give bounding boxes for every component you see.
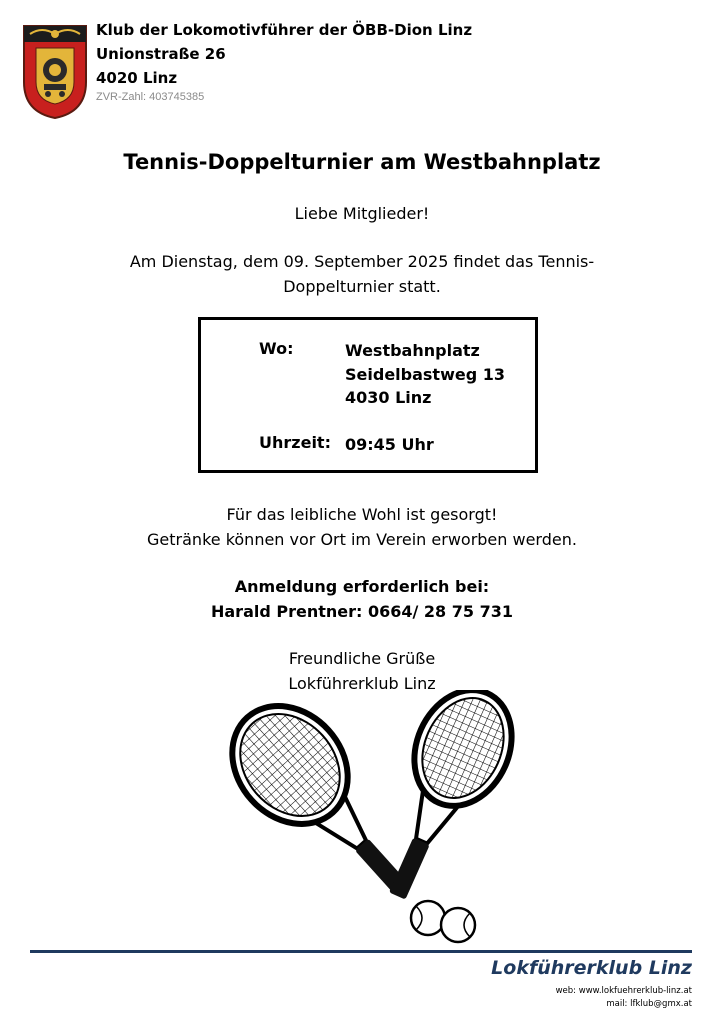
time-value: 09:45 Uhr — [345, 435, 434, 454]
club-name: Klub der Lokomotivführer der ÖBB-Dion Linz — [96, 21, 473, 39]
tennis-balls-icon — [411, 901, 475, 942]
footer-brand: Lokführerklub Linz — [491, 957, 692, 979]
intro-line-1: Am Dienstag, dem 09. September 2025 findet das Tennis- — [129, 252, 595, 271]
catering-line-1: Für das leibliche Wohl ist gesorgt! — [226, 505, 498, 524]
club-logo-icon — [20, 20, 90, 120]
footer-web: web: www.lokfuehrerklub-linz.at — [555, 986, 692, 996]
where-line-2: Seidelbastweg 13 — [345, 365, 505, 384]
intro-text — [0, 249, 724, 299]
closing-text — [0, 646, 724, 696]
closing-line-2: Lokführerklub Linz — [288, 674, 436, 693]
where-line-1: Westbahnplatz — [345, 341, 480, 360]
greeting: Liebe Mitglieder! — [294, 204, 430, 223]
page-title: Tennis-Doppelturnier am Westbahnplatz — [123, 150, 601, 174]
registration-text — [0, 574, 724, 624]
where-line-3: 4030 Linz — [345, 388, 432, 407]
zvr-number: ZVR-Zahl: 403745385 — [96, 91, 205, 103]
footer-mail: mail: lfklub@gmx.at — [606, 999, 692, 1009]
club-street: Unionstraße 26 — [96, 45, 226, 63]
footer-divider — [30, 950, 692, 953]
closing-line-1: Freundliche Grüße — [288, 649, 436, 668]
event-details-box — [198, 317, 538, 473]
time-label: Uhrzeit: — [259, 433, 331, 452]
intro-line-2: Doppelturnier statt. — [283, 277, 441, 296]
catering-text — [0, 502, 724, 552]
club-address — [96, 18, 472, 104]
club-city: 4020 Linz — [96, 69, 178, 87]
catering-line-2: Getränke können vor Ort im Verein erworben werden. — [147, 530, 577, 549]
registration-line-1: Anmeldung erforderlich bei: — [234, 577, 490, 596]
where-label: Wo: — [259, 339, 294, 358]
registration-line-2: Harald Prentner: 0664/ 28 75 731 — [210, 602, 513, 621]
tennis-racquets-icon — [228, 690, 528, 946]
